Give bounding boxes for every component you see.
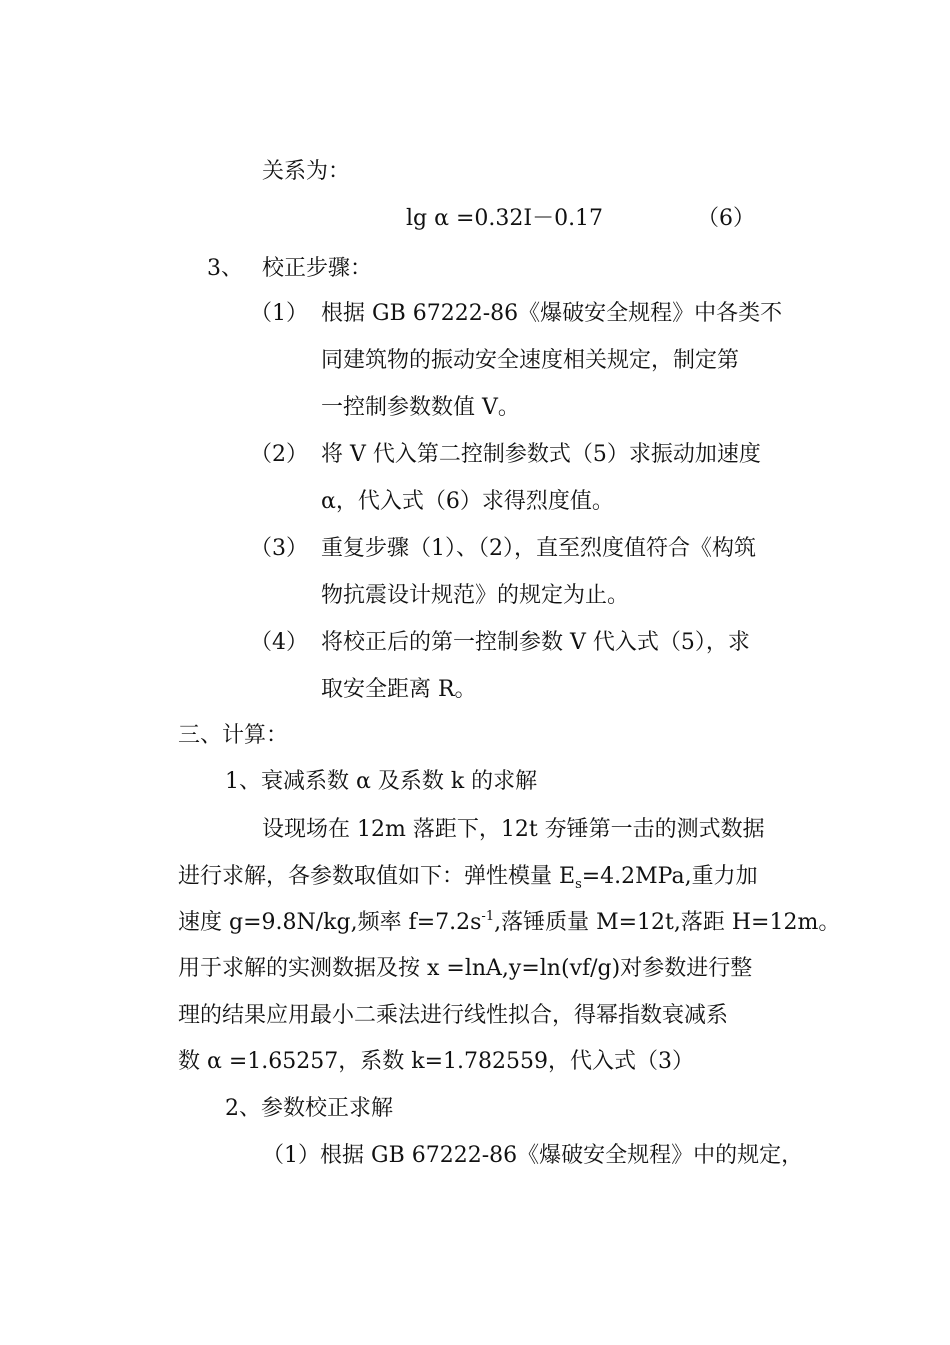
formula-number: （6）	[697, 206, 755, 231]
text-run: =4.2MPa,重力加	[581, 864, 758, 889]
relation-intro: 关系为：	[262, 159, 351, 184]
subsection-2-heading: 2、参数校正求解	[225, 1096, 393, 1121]
step-line: α，代入式（6）求得烈度值。	[321, 489, 614, 514]
subscript: s	[575, 877, 582, 892]
step-number: （1）	[250, 301, 308, 326]
subsection-1-heading: 1、衰减系数 α 及系数 k 的求解	[225, 769, 538, 794]
step-number: （4）	[250, 630, 308, 655]
step-line: 同建筑物的振动安全速度相关规定，制定第	[321, 348, 740, 373]
step-line: 取安全距离 R。	[321, 677, 477, 702]
paragraph-line	[178, 908, 840, 941]
step-line: 一控制参数数值 V。	[321, 395, 520, 420]
step-line: 重复步骤（1）、（2），直至烈度值符合《构筑	[321, 536, 756, 561]
step-line: 将 V 代入第二控制参数式（5）求振动加速度	[321, 442, 761, 467]
part-3-heading: 三、计算：	[178, 723, 289, 748]
final-line: （1）根据 GB 67222-86《爆破安全规程》中的规定，	[262, 1143, 804, 1168]
paragraph-line: 理的结果应用最小二乘法进行线性拟合，得幂指数衰减系	[178, 1003, 729, 1028]
text-run: 进行求解，各参数取值如下：弹性模量 E	[178, 864, 576, 889]
text-run: ,落锤质量 M=12t,落距 H=12m。	[494, 910, 841, 935]
paragraph-line: 数 α =1.65257，系数 k=1.782559，代入式（3）	[178, 1049, 694, 1074]
text-run: 速度 g=9.8N/kg,频率 f=7.2s	[178, 910, 482, 935]
paragraph-line: 用于求解的实测数据及按 x =lnA,y=ln(vf/g)对参数进行整	[178, 956, 753, 981]
paragraph-line	[178, 862, 758, 895]
step-number: （3）	[250, 536, 308, 561]
section-number: 3、	[207, 256, 243, 281]
step-line: 将校正后的第一控制参数 V 代入式（5），求	[321, 630, 750, 655]
step-line: 物抗震设计规范》的规定为止。	[321, 583, 630, 608]
superscript: -1	[481, 909, 495, 924]
step-line: 根据 GB 67222-86《爆破安全规程》中各类不	[321, 301, 783, 326]
formula-expression: lg α =0.32I－0.17	[406, 206, 604, 231]
paragraph-line: 设现场在 12m 落距下，12t 夯锤第一击的测式数据	[262, 817, 765, 842]
step-number: （2）	[250, 442, 308, 467]
section-title: 校正步骤：	[262, 256, 373, 281]
